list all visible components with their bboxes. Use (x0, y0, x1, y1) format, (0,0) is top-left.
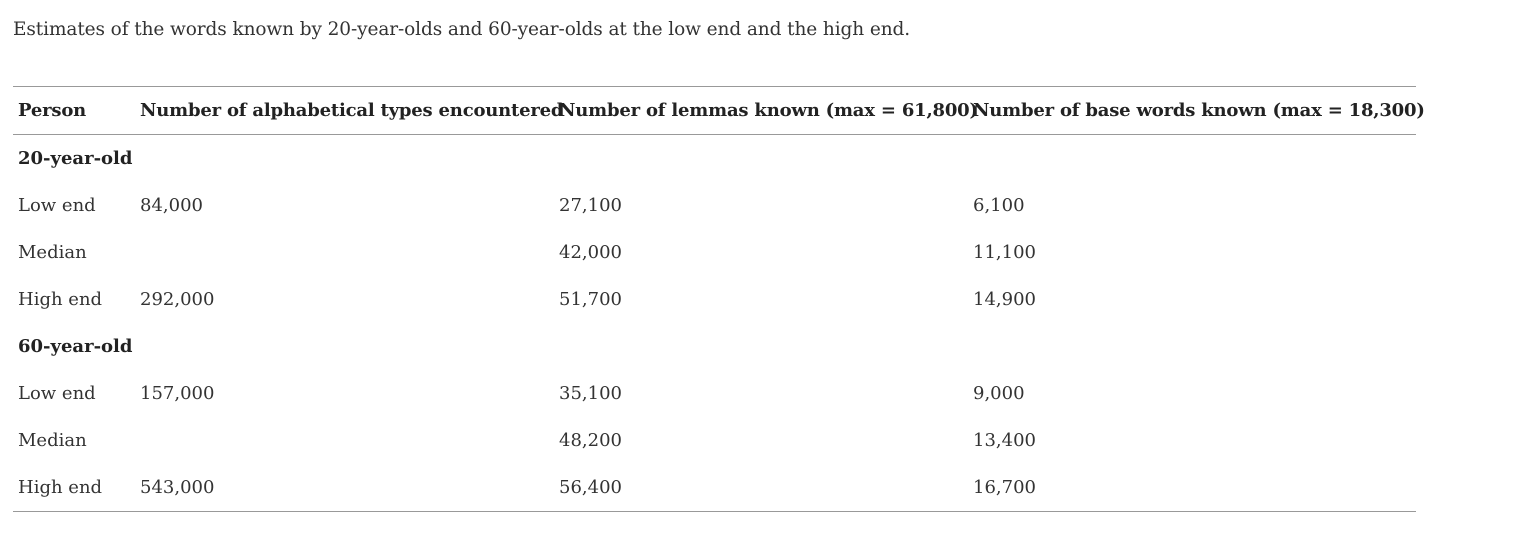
table-row (13, 276, 1416, 323)
cell-lemmas: 56,400 (559, 477, 622, 498)
cell-person: Low end (18, 195, 96, 216)
vocabulary-table-container (13, 86, 1425, 512)
header-lemmas-known: Number of lemmas known (max = 61,800) (559, 100, 978, 121)
cell-person: High end (18, 289, 103, 310)
cell-lemmas: 51,700 (559, 289, 622, 310)
vocabulary-table (13, 86, 1425, 512)
cell-base-words: 11,100 (973, 242, 1036, 263)
table-row (13, 229, 1416, 276)
cell-base-words: 9,000 (973, 383, 1025, 404)
cell-person: Median (18, 430, 87, 451)
group-row (13, 323, 1416, 370)
header-base-words-known: Number of base words known (max = 18,300) (973, 100, 1425, 121)
cell-base-words: 6,100 (973, 195, 1025, 216)
cell-base-words: 14,900 (973, 289, 1036, 310)
table-caption: Estimates of the words known by 20-year-olds and 60-year-olds at the low end and the high end. (13, 19, 911, 40)
cell-base-words: 16,700 (973, 477, 1036, 498)
cell-types: 292,000 (140, 289, 215, 310)
group-label: 60-year-old (18, 336, 133, 357)
table-row (13, 464, 1416, 512)
cell-types (135, 229, 554, 276)
header-row (13, 87, 1416, 135)
cell-lemmas: 35,100 (559, 383, 622, 404)
cell-person: Low end (18, 383, 96, 404)
table-row (13, 417, 1416, 464)
cell-base-words: 13,400 (973, 430, 1036, 451)
cell-lemmas: 27,100 (559, 195, 622, 216)
cell-types: 84,000 (140, 195, 203, 216)
cell-types: 543,000 (140, 477, 215, 498)
table-body (13, 135, 1416, 512)
table-header (13, 87, 1425, 135)
cell-person: High end (18, 477, 103, 498)
header-person: Person (18, 100, 87, 121)
cell-lemmas: 48,200 (559, 430, 622, 451)
cell-types (135, 417, 554, 464)
table-row (13, 182, 1416, 229)
group-label: 20-year-old (18, 148, 133, 169)
cell-lemmas: 42,000 (559, 242, 622, 263)
cell-person: Median (18, 242, 87, 263)
header-alphabetical-types: Number of alphabetical types encountered (140, 100, 564, 121)
cell-types: 157,000 (140, 383, 215, 404)
group-row (13, 135, 1416, 183)
table-row (13, 370, 1416, 417)
